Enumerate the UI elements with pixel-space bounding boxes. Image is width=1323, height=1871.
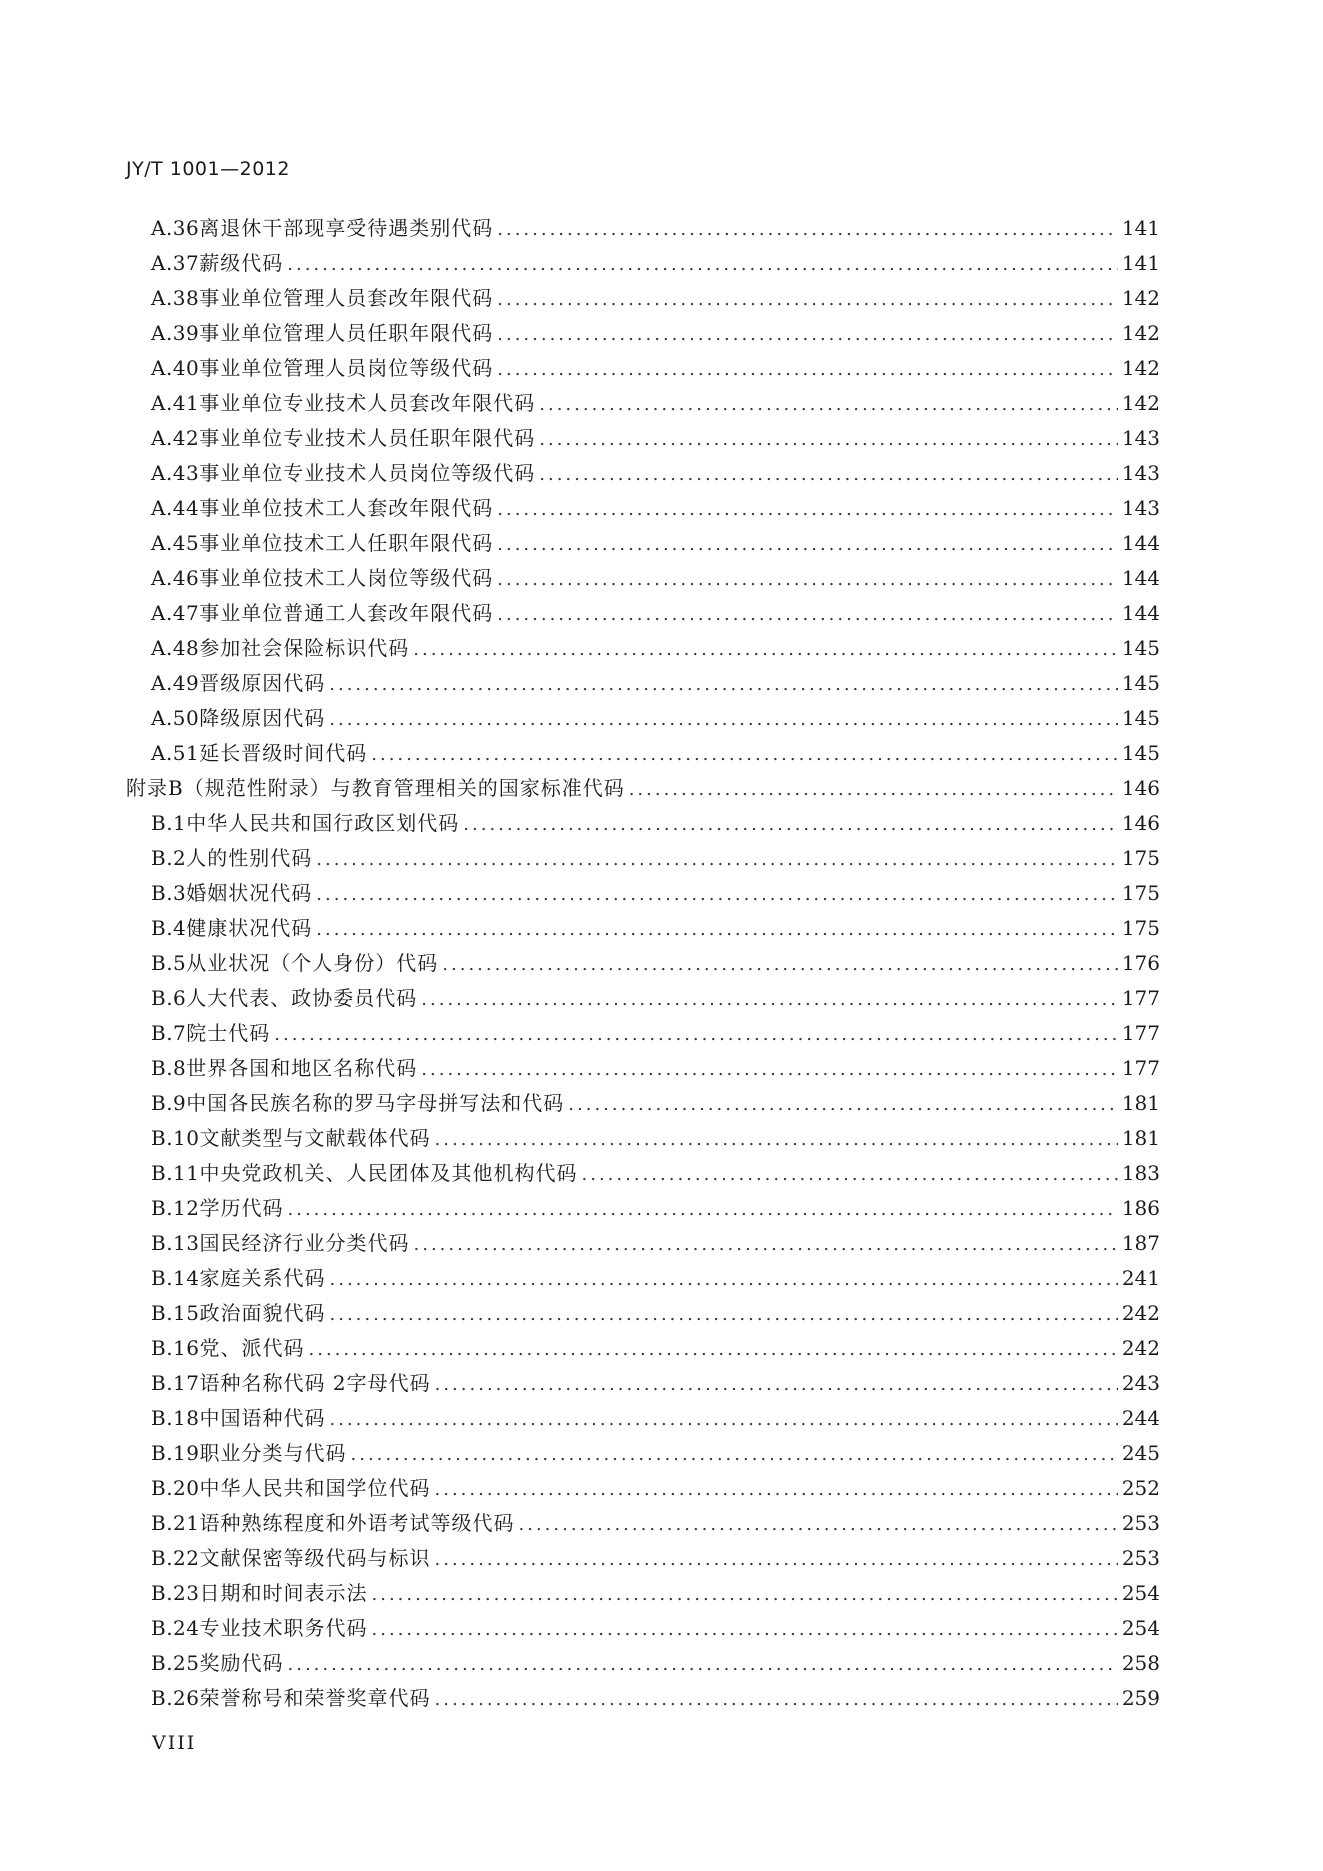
toc-entry[interactable] <box>126 212 1160 247</box>
dot-leader <box>435 1479 1118 1500</box>
dot-leader <box>287 254 1118 275</box>
toc-entry-number: B.21 <box>151 1511 200 1535</box>
toc-entry-title: 文献保密等级代码与标识 <box>199 1546 431 1570</box>
toc-entry[interactable] <box>126 247 1160 282</box>
toc-entry[interactable] <box>126 1542 1160 1577</box>
dot-leader <box>421 989 1118 1010</box>
toc-entry[interactable] <box>126 1367 1160 1402</box>
toc-entry-title: 延长晋级时间代码 <box>199 741 368 765</box>
toc-entry-page: 142 <box>1121 356 1160 380</box>
toc-entry-page: 245 <box>1121 1441 1160 1465</box>
dot-leader <box>463 814 1118 835</box>
toc-entry-number: A.38 <box>151 286 200 310</box>
toc-entry-number: A.43 <box>151 461 200 485</box>
toc-entry-page: 143 <box>1121 496 1160 520</box>
toc-entry-page: 141 <box>1121 251 1160 275</box>
toc-entry[interactable] <box>126 457 1160 492</box>
toc-entry-title: 健康状况代码 <box>186 916 313 940</box>
toc-entry-number: B.2 <box>151 846 187 870</box>
toc-entry-page: 244 <box>1121 1406 1160 1430</box>
dot-leader <box>497 324 1118 345</box>
toc-entry[interactable] <box>126 1122 1160 1157</box>
toc-entry-page: 144 <box>1121 601 1160 625</box>
toc-entry-title: 中国语种代码 <box>199 1406 326 1430</box>
dot-leader <box>497 219 1118 240</box>
toc-entry-page: 143 <box>1121 461 1160 485</box>
toc-entry-number: A.49 <box>151 671 200 695</box>
toc-entry-page: 253 <box>1121 1546 1160 1570</box>
toc-entry-page: 242 <box>1121 1301 1160 1325</box>
toc-entry[interactable] <box>126 1577 1160 1612</box>
toc-entry-title: 婚姻状况代码 <box>186 881 313 905</box>
toc-entry[interactable] <box>126 317 1160 352</box>
toc-entry-title: 中华人民共和国行政区划代码 <box>186 811 460 835</box>
toc-entry[interactable] <box>126 1682 1160 1717</box>
dot-leader <box>497 569 1118 590</box>
toc-entry-page: 252 <box>1121 1476 1160 1500</box>
toc-entry-title: 事业单位管理人员任职年限代码 <box>199 321 494 345</box>
toc-entry-page: 177 <box>1121 1056 1160 1080</box>
toc-entry-page: 175 <box>1121 846 1160 870</box>
toc-entry-number: B.6 <box>151 986 187 1010</box>
toc-entry-page: 177 <box>1121 986 1160 1010</box>
toc-entry[interactable] <box>126 1647 1160 1682</box>
toc-entry-title: 专业技术职务代码 <box>199 1616 368 1640</box>
toc-entry-title: 事业单位管理人员岗位等级代码 <box>199 356 494 380</box>
toc-entry-number: A.48 <box>151 636 200 660</box>
toc-entry-title: 事业单位专业技术人员岗位等级代码 <box>199 461 536 485</box>
dot-leader <box>372 1584 1118 1605</box>
toc-entry-title: 国民经济行业分类代码 <box>199 1231 410 1255</box>
toc-entry-number: A.39 <box>151 321 200 345</box>
dot-leader <box>539 429 1118 450</box>
page-number: VIII <box>152 1732 197 1754</box>
toc-entry-title: 职业分类与代码 <box>199 1441 347 1465</box>
toc-entry[interactable] <box>126 597 1160 632</box>
toc-entry-title: 事业单位技术工人岗位等级代码 <box>199 566 494 590</box>
dot-leader <box>316 849 1118 870</box>
toc-entry[interactable] <box>126 737 1160 772</box>
toc-entry-title: 降级原因代码 <box>199 706 326 730</box>
dot-leader <box>329 674 1118 695</box>
dot-leader <box>309 1339 1118 1360</box>
toc-entry-page: 142 <box>1121 321 1160 345</box>
toc-entry-title: 晋级原因代码 <box>199 671 326 695</box>
dot-leader <box>497 499 1118 520</box>
toc-entry-title: 语种名称代码 2字母代码 <box>199 1371 431 1395</box>
dot-leader <box>442 954 1118 975</box>
toc-entry-number: B.9 <box>151 1091 187 1115</box>
dot-leader <box>539 394 1118 415</box>
document-number: JY/T 1001—2012 <box>126 158 290 180</box>
dot-leader <box>497 289 1118 310</box>
toc-entry-title: 世界各国和地区名称代码 <box>186 1056 418 1080</box>
toc-entry-page: 145 <box>1121 741 1160 765</box>
toc-entry-page: 258 <box>1121 1651 1160 1675</box>
toc-entry[interactable] <box>126 387 1160 422</box>
dot-leader <box>435 1549 1118 1570</box>
table-of-contents <box>126 212 1160 1717</box>
dot-leader <box>316 884 1118 905</box>
toc-entry[interactable] <box>126 422 1160 457</box>
toc-entry-number: A.36 <box>151 216 200 240</box>
dot-leader <box>435 1689 1118 1710</box>
dot-leader <box>413 639 1118 660</box>
toc-entry[interactable] <box>126 1402 1160 1437</box>
toc-entry-title: 离退休干部现享受待遇类别代码 <box>199 216 494 240</box>
dot-leader <box>329 709 1118 730</box>
toc-entry-number: A.50 <box>151 706 200 730</box>
toc-entry[interactable] <box>126 352 1160 387</box>
toc-entry-number: B.13 <box>151 1231 200 1255</box>
toc-entry-title: 家庭关系代码 <box>199 1266 326 1290</box>
toc-entry-page: 183 <box>1121 1161 1160 1185</box>
dot-leader <box>421 1059 1118 1080</box>
toc-entry-title: 事业单位管理人员套改年限代码 <box>199 286 494 310</box>
dot-leader <box>497 534 1118 555</box>
toc-entry-number: B.12 <box>151 1196 200 1220</box>
toc-entry-title: 参加社会保险标识代码 <box>199 636 410 660</box>
toc-entry-number: A.37 <box>151 251 200 275</box>
dot-leader <box>497 604 1118 625</box>
toc-entry-title: 党、派代码 <box>199 1336 305 1360</box>
toc-entry-number: B.20 <box>151 1476 200 1500</box>
toc-entry-title: 日期和时间表示法 <box>199 1581 368 1605</box>
toc-entry[interactable] <box>126 877 1160 912</box>
toc-entry-title: 附录B（规范性附录）与教育管理相关的国家标准代码 <box>126 776 625 800</box>
toc-entry[interactable] <box>126 1507 1160 1542</box>
toc-entry-page: 259 <box>1121 1686 1160 1710</box>
dot-leader <box>435 1129 1118 1150</box>
toc-entry-title: 政治面貌代码 <box>199 1301 326 1325</box>
toc-entry-title: 事业单位专业技术人员套改年限代码 <box>199 391 536 415</box>
dot-leader <box>274 1024 1118 1045</box>
toc-entry-number: B.4 <box>151 916 187 940</box>
toc-entry-number: B.22 <box>151 1546 200 1570</box>
toc-entry-number: A.47 <box>151 601 200 625</box>
toc-entry-page: 146 <box>1121 811 1160 835</box>
toc-entry-number: A.45 <box>151 531 200 555</box>
toc-entry[interactable] <box>126 1612 1160 1647</box>
toc-entry-title: 事业单位技术工人套改年限代码 <box>199 496 494 520</box>
toc-entry[interactable] <box>126 527 1160 562</box>
dot-leader <box>497 359 1118 380</box>
dot-leader <box>330 1304 1118 1325</box>
toc-entry-title: 学历代码 <box>199 1196 284 1220</box>
dot-leader <box>351 1444 1118 1465</box>
toc-entry-title: 事业单位技术工人任职年限代码 <box>199 531 494 555</box>
toc-entry-page: 181 <box>1121 1091 1160 1115</box>
toc-entry[interactable] <box>126 1157 1160 1192</box>
toc-entry-page: 144 <box>1121 531 1160 555</box>
toc-entry-number: B.15 <box>151 1301 200 1325</box>
toc-entry-page: 241 <box>1121 1266 1160 1290</box>
dot-leader <box>372 1619 1118 1640</box>
toc-entry[interactable] <box>126 982 1160 1017</box>
dot-leader <box>330 1269 1118 1290</box>
toc-entry-page: 177 <box>1121 1021 1160 1045</box>
toc-entry-page: 253 <box>1121 1511 1160 1535</box>
toc-entry[interactable] <box>126 1017 1160 1052</box>
toc-entry-number: A.41 <box>151 391 200 415</box>
toc-entry-title: 语种熟练程度和外语考试等级代码 <box>199 1511 515 1535</box>
toc-entry-title: 薪级代码 <box>199 251 284 275</box>
toc-entry-title: 中华人民共和国学位代码 <box>199 1476 431 1500</box>
toc-entry-number: B.1 <box>151 811 187 835</box>
toc-entry-title: 奖励代码 <box>199 1651 284 1675</box>
toc-entry-number: A.40 <box>151 356 200 380</box>
toc-entry[interactable] <box>126 1192 1160 1227</box>
toc-entry-number: B.24 <box>151 1616 200 1640</box>
toc-entry-number: B.25 <box>151 1651 200 1675</box>
toc-entry[interactable] <box>126 632 1160 667</box>
toc-entry-number: A.42 <box>151 426 200 450</box>
toc-entry[interactable] <box>126 1262 1160 1297</box>
toc-entry-title: 中国各民族名称的罗马字母拼写法和代码 <box>186 1091 565 1115</box>
toc-entry-number: B.16 <box>151 1336 200 1360</box>
toc-entry-number: B.11 <box>151 1161 200 1185</box>
toc-entry-page: 176 <box>1121 951 1160 975</box>
dot-leader <box>288 1199 1118 1220</box>
toc-entry[interactable] <box>126 562 1160 597</box>
toc-entry-number: A.51 <box>151 741 200 765</box>
toc-entry-number: B.19 <box>151 1441 200 1465</box>
toc-entry[interactable] <box>126 1297 1160 1332</box>
toc-entry[interactable] <box>126 1437 1160 1472</box>
toc-entry[interactable] <box>126 772 1160 807</box>
toc-entry[interactable] <box>126 912 1160 947</box>
toc-entry[interactable] <box>126 667 1160 702</box>
toc-entry-number: B.26 <box>151 1686 200 1710</box>
toc-entry[interactable] <box>126 1472 1160 1507</box>
toc-entry-title: 人的性别代码 <box>186 846 313 870</box>
toc-entry-page: 175 <box>1121 916 1160 940</box>
toc-entry-number: B.23 <box>151 1581 200 1605</box>
toc-entry[interactable] <box>126 807 1160 842</box>
toc-entry-number: A.46 <box>151 566 200 590</box>
toc-entry-page: 145 <box>1121 671 1160 695</box>
toc-entry[interactable] <box>126 1227 1160 1262</box>
toc-entry-title: 事业单位专业技术人员任职年限代码 <box>199 426 536 450</box>
toc-entry-title: 人大代表、政协委员代码 <box>186 986 418 1010</box>
dot-leader <box>371 744 1118 765</box>
toc-entry-title: 中央党政机关、人民团体及其他机构代码 <box>199 1161 578 1185</box>
toc-entry-number: A.44 <box>151 496 200 520</box>
toc-entry-page: 141 <box>1121 216 1160 240</box>
dot-leader <box>316 919 1118 940</box>
toc-entry-number: B.14 <box>151 1266 200 1290</box>
toc-entry[interactable] <box>126 842 1160 877</box>
toc-entry-page: 181 <box>1121 1126 1160 1150</box>
toc-entry[interactable] <box>126 1332 1160 1367</box>
toc-entry-title: 文献类型与文献载体代码 <box>199 1126 431 1150</box>
toc-entry-page: 145 <box>1121 636 1160 660</box>
dot-leader <box>414 1234 1118 1255</box>
toc-entry-page: 142 <box>1121 286 1160 310</box>
toc-entry-page: 146 <box>1121 776 1160 800</box>
toc-entry-page: 175 <box>1121 881 1160 905</box>
toc-entry-title: 从业状况（个人身份）代码 <box>186 951 439 975</box>
toc-entry-number: B.3 <box>151 881 187 905</box>
toc-entry-page: 254 <box>1121 1581 1160 1605</box>
toc-entry-page: 242 <box>1121 1336 1160 1360</box>
toc-entry[interactable] <box>126 1052 1160 1087</box>
toc-entry[interactable] <box>126 282 1160 317</box>
dot-leader <box>288 1654 1118 1675</box>
toc-entry-number: B.17 <box>151 1371 200 1395</box>
dot-leader <box>582 1164 1118 1185</box>
toc-entry-number: B.18 <box>151 1406 200 1430</box>
toc-entry-page: 144 <box>1121 566 1160 590</box>
toc-entry-page: 143 <box>1121 426 1160 450</box>
toc-entry-title: 院士代码 <box>186 1021 271 1045</box>
toc-entry-number: B.8 <box>151 1056 187 1080</box>
dot-leader <box>330 1409 1118 1430</box>
toc-entry-page: 145 <box>1121 706 1160 730</box>
toc-entry-title: 荣誉称号和荣誉奖章代码 <box>199 1686 431 1710</box>
toc-entry-number: B.5 <box>151 951 187 975</box>
dot-leader <box>435 1374 1118 1395</box>
toc-entry-page: 186 <box>1121 1196 1160 1220</box>
toc-entry-page: 243 <box>1121 1371 1160 1395</box>
toc-entry-page: 187 <box>1121 1231 1160 1255</box>
toc-entry[interactable] <box>126 492 1160 527</box>
toc-entry-number: B.7 <box>151 1021 187 1045</box>
dot-leader <box>629 779 1118 800</box>
dot-leader <box>568 1094 1118 1115</box>
dot-leader <box>519 1514 1118 1535</box>
toc-entry-page: 142 <box>1121 391 1160 415</box>
toc-entry-number: B.10 <box>151 1126 200 1150</box>
toc-entry[interactable] <box>126 947 1160 982</box>
toc-entry[interactable] <box>126 702 1160 737</box>
toc-entry[interactable] <box>126 1087 1160 1122</box>
dot-leader <box>539 464 1118 485</box>
toc-entry-title: 事业单位普通工人套改年限代码 <box>199 601 494 625</box>
toc-entry-page: 254 <box>1121 1616 1160 1640</box>
